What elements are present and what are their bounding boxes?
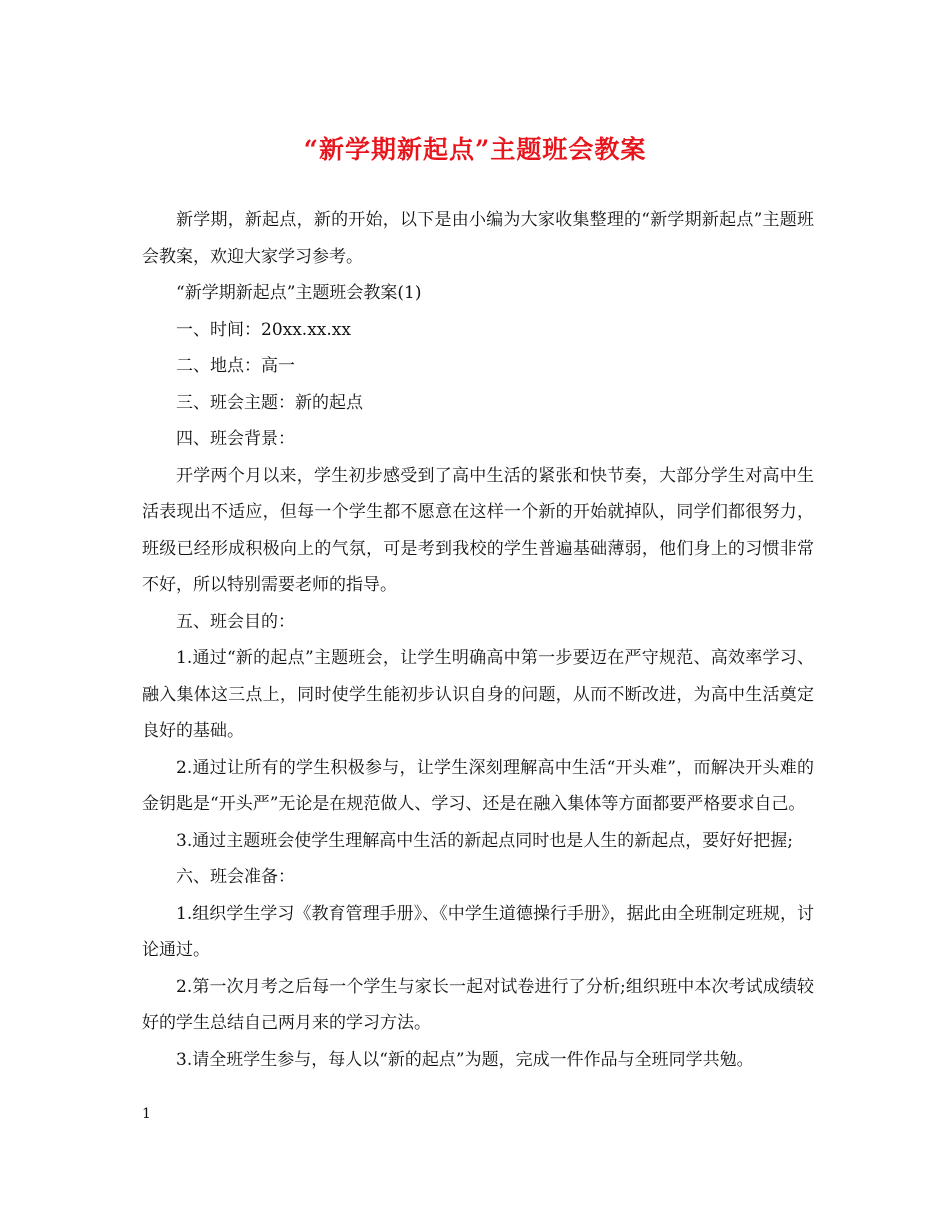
- page-number: 1: [142, 1106, 151, 1122]
- document-body: [142, 202, 814, 1078]
- document-title: “新学期新起点”主题班会教案: [303, 135, 647, 164]
- paragraph-preparation-3: 3.请全班学生参与，每人以“新的起点”为题，完成一件作品与全班同学共勉。: [176, 1049, 754, 1070]
- paragraph-preparation-heading: 六、班会准备：: [176, 867, 295, 887]
- paragraph-purpose-1: 1.通过“新的起点”主题班会，让学生明确高中第一步要迈在严守规范、高效率学习、融入集体这三点上，同时使学生能初步认识自身的问题，从而不断改进，为高中生活奠定良好的基础。: [142, 648, 814, 741]
- paragraph-background: 开学两个月以来，学生初步感受到了高中生活的紧张和快节奏，大部分学生对高中生活表现出不适应，但每一个学生都不愿意在这样一个新的开始就掉队，同学们都很努力，班级已经形成积极向上的气氛，可是考到我校的学生普遍基础薄弱，他们身上的习惯非常不好，所以特别需要老师的指导。: [142, 465, 814, 595]
- paragraph-location: 二、地点：高一: [176, 356, 295, 376]
- paragraph-theme: 三、班会主题：新的起点: [176, 392, 363, 413]
- paragraph-preparation-2: 2.第一次月考之后每一个学生与家长一起对试卷进行了分析;组织班中本次考试成绩较好的学生总结自己两月来的学习方法。: [142, 976, 814, 1033]
- paragraph-time: 一、时间：20xx.xx.xx: [176, 319, 351, 340]
- paragraph-intro: 新学期，新起点，新的开始，以下是由小编为大家收集整理的“新学期新起点”主题班会教案，欢迎大家学习参考。: [142, 210, 814, 267]
- paragraph-preparation-1: 1.组织学生学习《教育管理手册》、《中学生道德操行手册》，据此由全班制定班规，讨论通过。: [142, 903, 814, 960]
- paragraph-plan-heading: “新学期新起点”主题班会教案(1): [176, 283, 422, 303]
- paragraph-purpose-heading: 五、班会目的：: [176, 611, 295, 632]
- paragraph-purpose-2: 2.通过让所有的学生积极参与，让学生深刻理解高中生活“开头难”，而解决开头难的金钥匙是“开头严”无论是在规范做人、学习、还是在融入集体等方面都要严格要求自己。: [142, 757, 814, 814]
- paragraph-purpose-3: 3.通过主题班会使学生理解高中生活的新起点同时也是人生的新起点，要好好把握;: [176, 830, 793, 851]
- paragraph-background-heading: 四、班会背景：: [176, 429, 295, 449]
